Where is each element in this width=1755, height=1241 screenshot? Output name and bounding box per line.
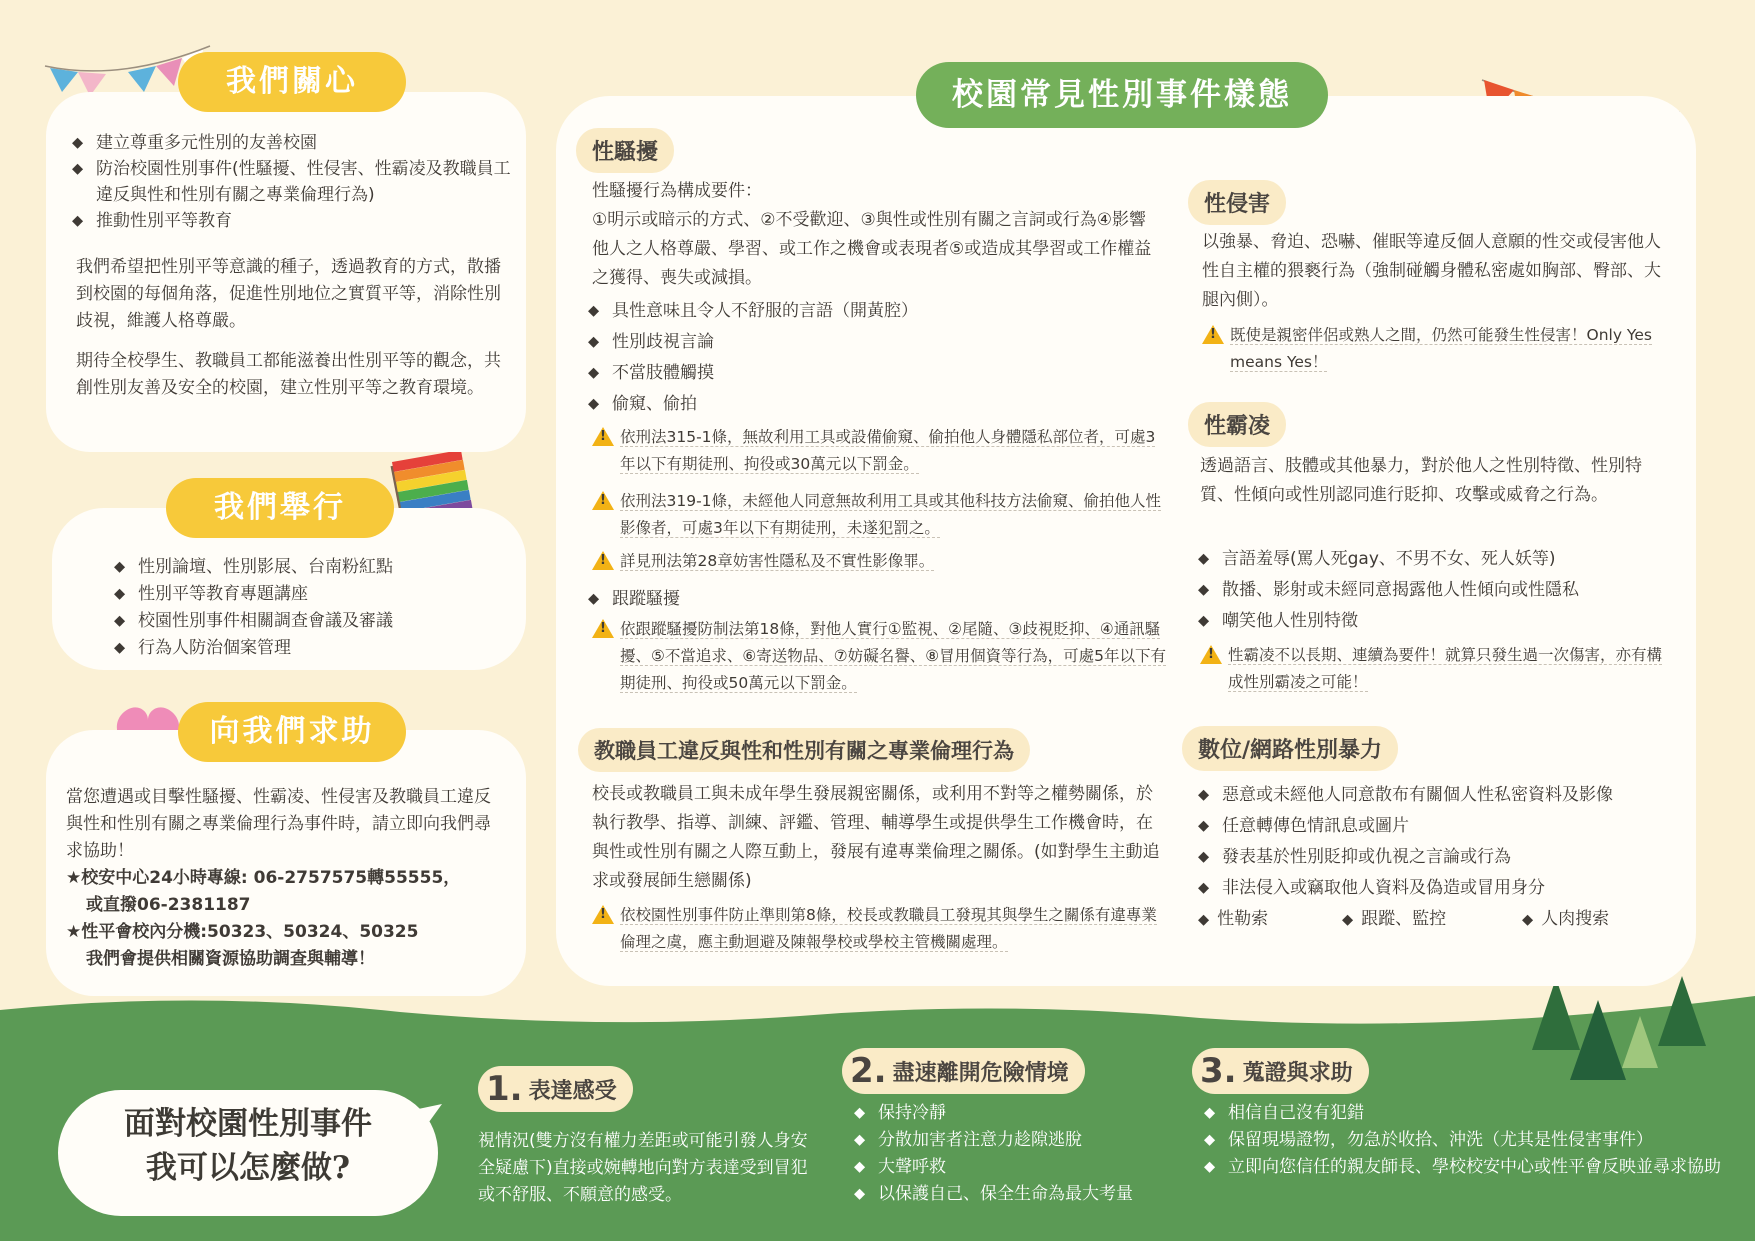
step-number: 1. [486,1069,523,1109]
list-item: ◆ 散播、影射或未經同意揭露他人性傾向或性隱私 [1198,575,1678,606]
step-1-heading [478,1066,633,1112]
diamond-icon: ◆ [1198,582,1210,598]
step-3-heading [1192,1048,1369,1094]
diamond-icon: ◆ [72,135,84,151]
list-item: ◆ 保持冷靜 [854,1100,1194,1127]
assault-heading: 性侵害 [1188,180,1286,225]
list-item: ◆ 嘲笑他人性別特徵 [1198,606,1678,637]
question-line-1: 面對校園性別事件 [124,1106,372,1142]
diamond-icon: ◆ [854,1132,866,1148]
ethics-heading: 教職員工違反與性和性別有關之專業倫理行為 [578,728,1030,772]
list-item: ◆ 非法侵入或竊取他人資料及偽造或冒用身分 [1198,873,1688,904]
diamond-icon: ◆ [114,640,126,656]
diamond-icon: ◆ [1198,613,1210,629]
list-item: ◆ 人肉搜索 [1522,909,1610,929]
care-paragraph-2: 期待全校學生、教職員工都能滋養出性別平等的觀念，共創性別友善及安全的校園，建立性別平等之教育環境。 [76,351,501,398]
stalking-list [588,586,888,613]
warning-icon [1200,645,1222,664]
help-paragraph: 當您遭遇或目擊性騷擾、性霸凌、性侵害及教職員工違反與性和性別有關之專業倫理行為事件時，請立即向我們尋求協助！ [66,787,491,861]
list-item: ◆ 言語羞辱(罵人死gay、不男不女、死人妖等) [1198,544,1678,575]
list-item: ◆ 建立尊重多元性別的友善校園 [72,130,522,156]
list-item: ◆ 以保護自己、保全生命為最大考量 [854,1181,1194,1208]
digital-heading: 數位/網路性別暴力 [1182,726,1398,771]
step-number: 3. [1200,1051,1237,1091]
list-item: ◆ 性別歧視言論 [588,327,1148,358]
diamond-icon: ◆ [588,396,600,412]
step-1-paragraph: 視情況(雙方沒有權力差距或可能引發人身安全疑慮下)直接或婉轉地向對方表達受到冒犯或不舒服、不願意的感受。 [478,1131,808,1205]
diamond-icon: ◆ [1198,818,1210,834]
list-item: ◆ 防治校園性別事件(性騷擾、性侵害、性霸凌及教職員工違反與性和性別有關之專業倫理行為) [72,156,522,208]
ethics-paragraph: 校長或教職員工與未成年學生發展親密關係，或利用不對等之權勢關係，於執行教學、指導、訓練、評鑑、管理、輔導學生或提供學生工作機會時，在與性或性別有關之人際互動上，發展有違專業倫理之關係。(如對學生主動追求或發展師生戀關係) [592,784,1160,891]
list-item: ◆ 跟蹤騷擾 [588,586,888,613]
assault-paragraph: 以強暴、脅迫、恐嚇、催眠等違反個人意願的性交或侵害他人性自主權的猥褻行為（強制碰觸身體私密處如胸部、臀部、大腿內側）。 [1202,232,1661,310]
diamond-icon: ◆ [1198,787,1210,803]
diamond-icon: ◆ [854,1159,866,1175]
harassment-warning-2: ! 依刑法319-1條，未經他人同意無故利用工具或其他科技方法偷窺、偷拍他人性影像者，可處3年以下有期徒刑，未遂犯罰之。 [592,488,1168,542]
diamond-icon: ◆ [1198,880,1210,896]
diamond-icon: ◆ [72,161,84,177]
ethics-warning: ! 依校園性別事件防止準則第8條，校長或教職員工發現其與學生之關係有違專業倫理之虞，應主動迴避及陳報學校或學校主管機關處理。 [592,902,1168,956]
list-item: ◆ 行為人防治個案管理 [114,635,514,662]
warning-icon [592,551,614,570]
hotline-text: ★校安中心24小時專線: 06-2757575轉55555， [66,868,461,888]
step-title: 蒐證與求助 [1242,1059,1353,1086]
diamond-icon: ◆ [1522,912,1534,928]
list-item: ◆ 跟蹤、監控 [1342,909,1447,929]
assault-warning: ! 既使是親密伴侶或熟人之間，仍然可能發生性侵害！Only Yes means Yes！ [1202,322,1666,376]
diamond-icon: ◆ [114,586,126,602]
list-item: ◆ 性別論壇、性別影展、台南粉紅點 [114,554,514,581]
diamond-icon: ◆ [1198,849,1210,865]
diamond-icon: ◆ [1198,912,1210,928]
harassment-warning-3: ! 詳見刑法第28章妨害性隱私及不實性影像罪。 [592,548,1168,575]
harassment-list [588,296,1148,420]
diamond-icon: ◆ [1204,1159,1216,1175]
diamond-icon: ◆ [854,1186,866,1202]
warning-icon [1202,325,1224,344]
stalking-warning: ! 依跟蹤騷擾防制法第18條，對他人實行①監視、②尾隨、③歧視貶抑、④通訊騷擾、⑤不當追求、⑥寄送物品、⑦妨礙名譽、⑧冒用個資等行為，可處5年以下有期徒刑、拘役或50萬元以下罰金。 [592,616,1168,697]
diamond-icon: ◆ [1342,912,1354,928]
step-2-heading [842,1048,1085,1094]
list-item: ◆ 校園性別事件相關調查會議及審議 [114,608,514,635]
list-item: ◆ 大聲呼救 [854,1154,1194,1181]
list-item: ◆ 性別平等教育專題講座 [114,581,514,608]
question-text [58,1102,438,1190]
step-2-list [854,1100,1194,1208]
harassment-definition: ①明示或暗示的方式、②不受歡迎、③與性或性別有關之言詞或行為④影響他人之人格尊嚴、學習、或工作之機會或表現者⑤或造成其學習或工作權益之獲得、喪失或減損。 [592,210,1152,288]
list-item: ◆ 性勒索 [1198,909,1269,929]
diamond-icon: ◆ [114,613,126,629]
diamond-icon: ◆ [1204,1105,1216,1121]
harassment-warning-1: ! 依刑法315-1條，無故利用工具或設備偷窺、偷拍他人身體隱私部位者，可處3年以下有期徒刑、拘役或30萬元以下罰金。 [592,424,1168,478]
digital-inline-list [1198,904,1688,936]
list-item: ◆ 發表基於性別貶抑或仇視之言論或行為 [1198,842,1688,873]
warning-icon [592,427,614,446]
bullying-heading: 性霸凌 [1188,402,1286,447]
list-item: ◆ 保留現場證物，勿急於收拾、沖洗（尤其是性侵害事件） [1204,1127,1724,1154]
care-list [72,130,522,234]
question-line-2: 我可以怎麼做? [145,1150,351,1186]
warning-icon [592,905,614,924]
hold-title: 我們舉行 [166,478,394,538]
diamond-icon: ◆ [114,559,126,575]
hotline-text-2: 或直撥06-2381187 [86,895,251,915]
care-paragraph-1: 我們希望把性別平等意識的種子，透過教育的方式，散播到校園的每個角落，促進性別地位之實質平等，消除性別歧視，維護人格尊嚴。 [76,257,501,331]
extension-text: ★性平會校內分機:50323、50324、50325 [66,922,419,942]
hold-list [114,554,514,662]
bullying-paragraph: 透過語言、肢體或其他暴力，對於他人之性別特徵、性別特質、性傾向或性別認同進行貶抑、攻擊或威脅之行為。 [1200,456,1642,505]
list-item: ◆ 分散加害者注意力趁隙逃脫 [854,1127,1194,1154]
diamond-icon: ◆ [72,213,84,229]
list-item: ◆ 立即向您信任的親友師長、學校校安中心或性平會反映並尋求協助 [1204,1154,1724,1181]
list-item: ◆ 惡意或未經他人同意散布有關個人性私密資料及影像 [1198,780,1688,811]
list-item: ◆ 具性意味且令人不舒服的言語（開黃腔） [588,296,1148,327]
diamond-icon: ◆ [1204,1132,1216,1148]
step-title: 盡速離開危險情境 [892,1059,1069,1086]
diamond-icon: ◆ [588,303,600,319]
step-3-list [1204,1100,1724,1181]
help-title: 向我們求助 [178,702,406,762]
step-number: 2. [850,1051,887,1091]
bullying-warning: ! 性霸凌不以長期、連續為要件！就算只發生過一次傷害，亦有構成性別霸凌之可能！ [1200,642,1662,696]
list-item: ◆ 相信自己沒有犯錯 [1204,1100,1724,1127]
bullying-list [1198,544,1678,637]
diamond-icon: ◆ [588,334,600,350]
list-item: ◆ 不當肢體觸摸 [588,358,1148,389]
list-item: ◆ 任意轉傳色情訊息或圖片 [1198,811,1688,842]
main-title: 校園常見性別事件樣態 [916,62,1328,128]
extension-text-2: 我們會提供相關資源協助調查與輔導！ [86,949,375,969]
digital-list [1198,780,1688,904]
step-title: 表達感受 [528,1077,617,1104]
diamond-icon: ◆ [1198,551,1210,567]
list-item: ◆ 推動性別平等教育 [72,208,522,234]
care-title: 我們關心 [178,52,406,112]
warning-icon [592,491,614,510]
harassment-heading: 性騷擾 [576,128,674,173]
warning-icon [592,619,614,638]
list-item: ◆ 偷窺、偷拍 [588,389,1148,420]
diamond-icon: ◆ [588,591,600,607]
diamond-icon: ◆ [588,365,600,381]
diamond-icon: ◆ [854,1105,866,1121]
harassment-intro: 性騷擾行為構成要件： [592,181,762,201]
